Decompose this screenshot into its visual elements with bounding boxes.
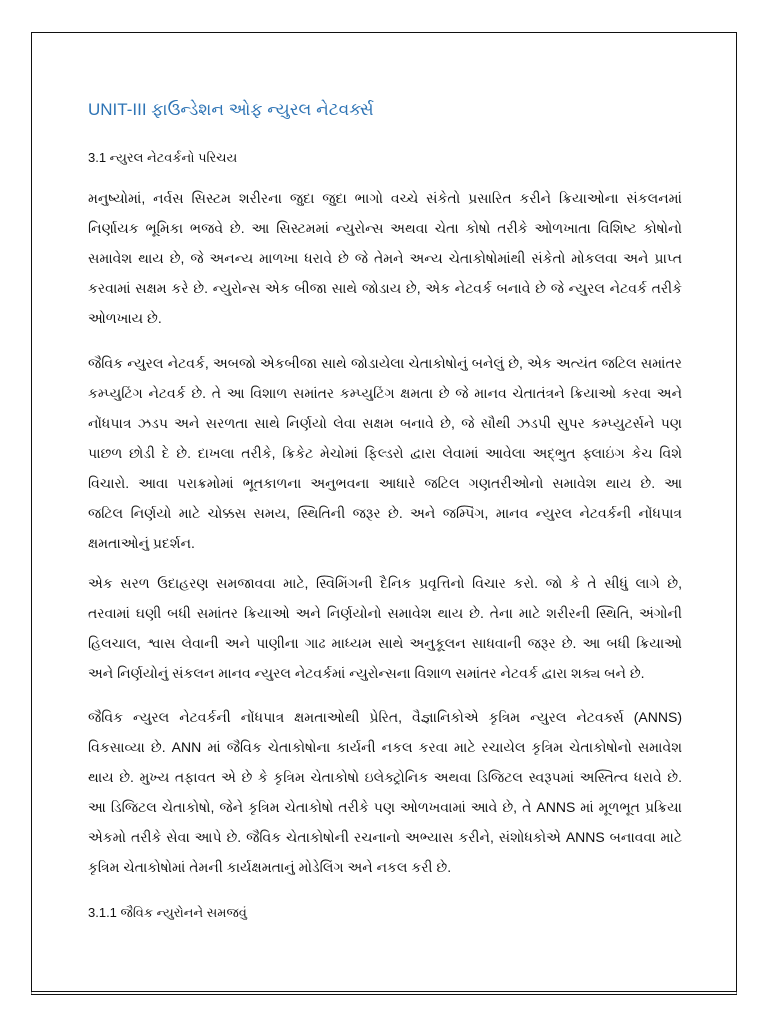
paragraph-line: મનુષ્યોમાં, નર્વસ સિસ્ટમ શરીરના જુદા જુદા ભાગો વચ્ચે સંકેતો પ્રસારિત કરીને ક્રિયાઓના સંકલનમાં: [88, 190, 682, 206]
paragraph-line: એક સરળ ઉદાહરણ સમજાવવા માટે, સ્વિમિંગની દૈનિક પ્રવૃત્તિનો વિચાર કરો. જો કે તે સીધું લાગે છે,: [88, 575, 682, 591]
document-title: UNIT-III ફાઉન્ડેશન ઓફ ન્યુરલ નેટવર્ક્સ: [88, 100, 374, 119]
paragraph: [88, 183, 682, 333]
paragraph: [88, 702, 682, 882]
paragraph-line: જૈવિક ન્યુરલ નેટવર્ક, અબજો એકબીજા સાથે જોડાયેલા ચેતાકોષોનું બનેલું છે, એક અત્યંત જટિલ સમાંતર: [88, 355, 682, 371]
paragraph-line: વિચારો. આવા પરાક્રમોમાં ભૂતકાળના અનુભવના આધારે જટિલ ગણતરીઓનો સમાવેશ થાય છે. આ: [88, 475, 682, 491]
paragraph: [88, 568, 682, 688]
paragraph-line: સમાવેશ થાય છે, જે અનન્ય માળખા ધરાવે છે જે તેમને અન્ય ચેતાકોષોમાંથી સંકેતો મોકલવા અને પ્રાપ્ત: [88, 250, 682, 266]
paragraph-line: અને નિર્ણયોનું સંકલન માનવ ન્યુરલ નેટવર્કમાં ન્યુરોન્સના વિશાળ સમાંતર નેટવર્ક દ્વારા શક્ય બને છે.: [88, 665, 645, 681]
paragraph-line: કરવામાં સક્ષમ કરે છે. ન્યુરોન્સ એક બીજા સાથે જોડાય છે, એક નેટવર્ક બનાવે છે જે ન્યુરલ નેટવર્ક તરીકે: [88, 280, 682, 296]
paragraph-line: થાય છે. મુખ્ય તફાવત એ છે કે કૃત્રિમ ચેતાકોષો ઇલેક્ટ્રોનિક અથવા ડિજિટલ સ્વરૂપમાં અસ્તિત્વ ધરાવે છે.: [88, 769, 682, 785]
paragraph-line: કૃત્રિમ ચેતાકોષોમાં તેમની કાર્યક્ષમતાનું મોડેલિંગ અને નકલ કરી છે.: [88, 859, 452, 875]
section-heading: 3.1 ન્યુરલ નેટવર્કનો પરિચય: [88, 150, 238, 165]
paragraph-line: હિલચાલ, શ્વાસ લેવાની અને પાણીના ગાઢ માધ્યમ સાથે અનુકૂલન સાધવાની જરૂર છે. આ બધી ક્રિયાઓ: [88, 635, 682, 651]
paragraph-line: નિર્ણાયક ભૂમિકા ભજવે છે. આ સિસ્ટમમાં ન્યુરોન્સ અથવા ચેતા કોષો તરીકે ઓળખાતા વિશિષ્ટ કોષોનો: [88, 220, 682, 236]
paragraph-line: આ ડિજિટલ ચેતાકોષો, જેને કૃત્રિમ ચેતાકોષો તરીકે પણ ઓળખવામાં આવે છે, તે ANNS માં મૂળભૂત પ્રક્રિયા: [88, 799, 682, 815]
subsection-heading: 3.1.1 જૈવિક ન્યુરોનને સમજવું: [88, 905, 247, 920]
paragraph-line: ક્ષમતાઓનું પ્રદર્શન.: [88, 535, 195, 551]
paragraph-line: ઓળખાય છે.: [88, 310, 162, 326]
paragraph-line: તરવામાં ઘણી બધી સમાંતર ક્રિયાઓ અને નિર્ણયોનો સમાવેશ થાય છે. તેના માટે શરીરની સ્થિતિ, અંગોની: [88, 605, 682, 621]
paragraph-line: કમ્પ્યુટિંગ નેટવર્ક છે. તે આ વિશાળ સમાંતર કમ્પ્યુટિંગ ક્ષમતા છે જે માનવ ચેતાતંત્રને ક્રિયાઓ કરવા અને: [88, 385, 682, 401]
paragraph-line: જૈવિક ન્યુરલ નેટવર્કની નોંધપાત્ર ક્ષમતાઓથી પ્રેરિત, વૈજ્ઞાનિકોએ કૃત્રિમ ન્યુરલ નેટવર્ક્સ (ANNS): [88, 709, 682, 725]
paragraph-line: વિકસાવ્યા છે. ANN માં જૈવિક ચેતાકોષોના કાર્યની નકલ કરવા માટે રચાયેલ કૃત્રિમ ચેતાકોષોનો સમાવેશ: [88, 739, 682, 755]
paragraph: [88, 348, 682, 558]
paragraph-line: નોંધપાત્ર ઝડપ અને સરળતા સાથે નિર્ણયો લેવા સક્ષમ બનાવે છે, જે સૌથી ઝડપી સુપર કમ્પ્યુટર્સને પણ: [88, 415, 682, 431]
paragraph-line: એકમો તરીકે સેવા આપે છે. જૈવિક ચેતાકોષોની રચનાનો અભ્યાસ કરીને, સંશોધકોએ ANNS બનાવવા માટે: [88, 829, 682, 845]
paragraph-line: પાછળ છોડી દે છે. દાખલા તરીકે, ક્રિકેટ મેચોમાં ફિલ્ડરો દ્વારા લેવામાં આવેલા અદ્ભુત ફ્લાઇંગ કેચ વિશે: [88, 445, 682, 461]
paragraph-line: જટિલ નિર્ણયો માટે ચોક્કસ સમય, સ્થિતિની જરૂર છે. અને જમ્પિંગ, માનવ ન્યુરલ નેટવર્કની નોંધપાત્ર: [88, 505, 682, 521]
